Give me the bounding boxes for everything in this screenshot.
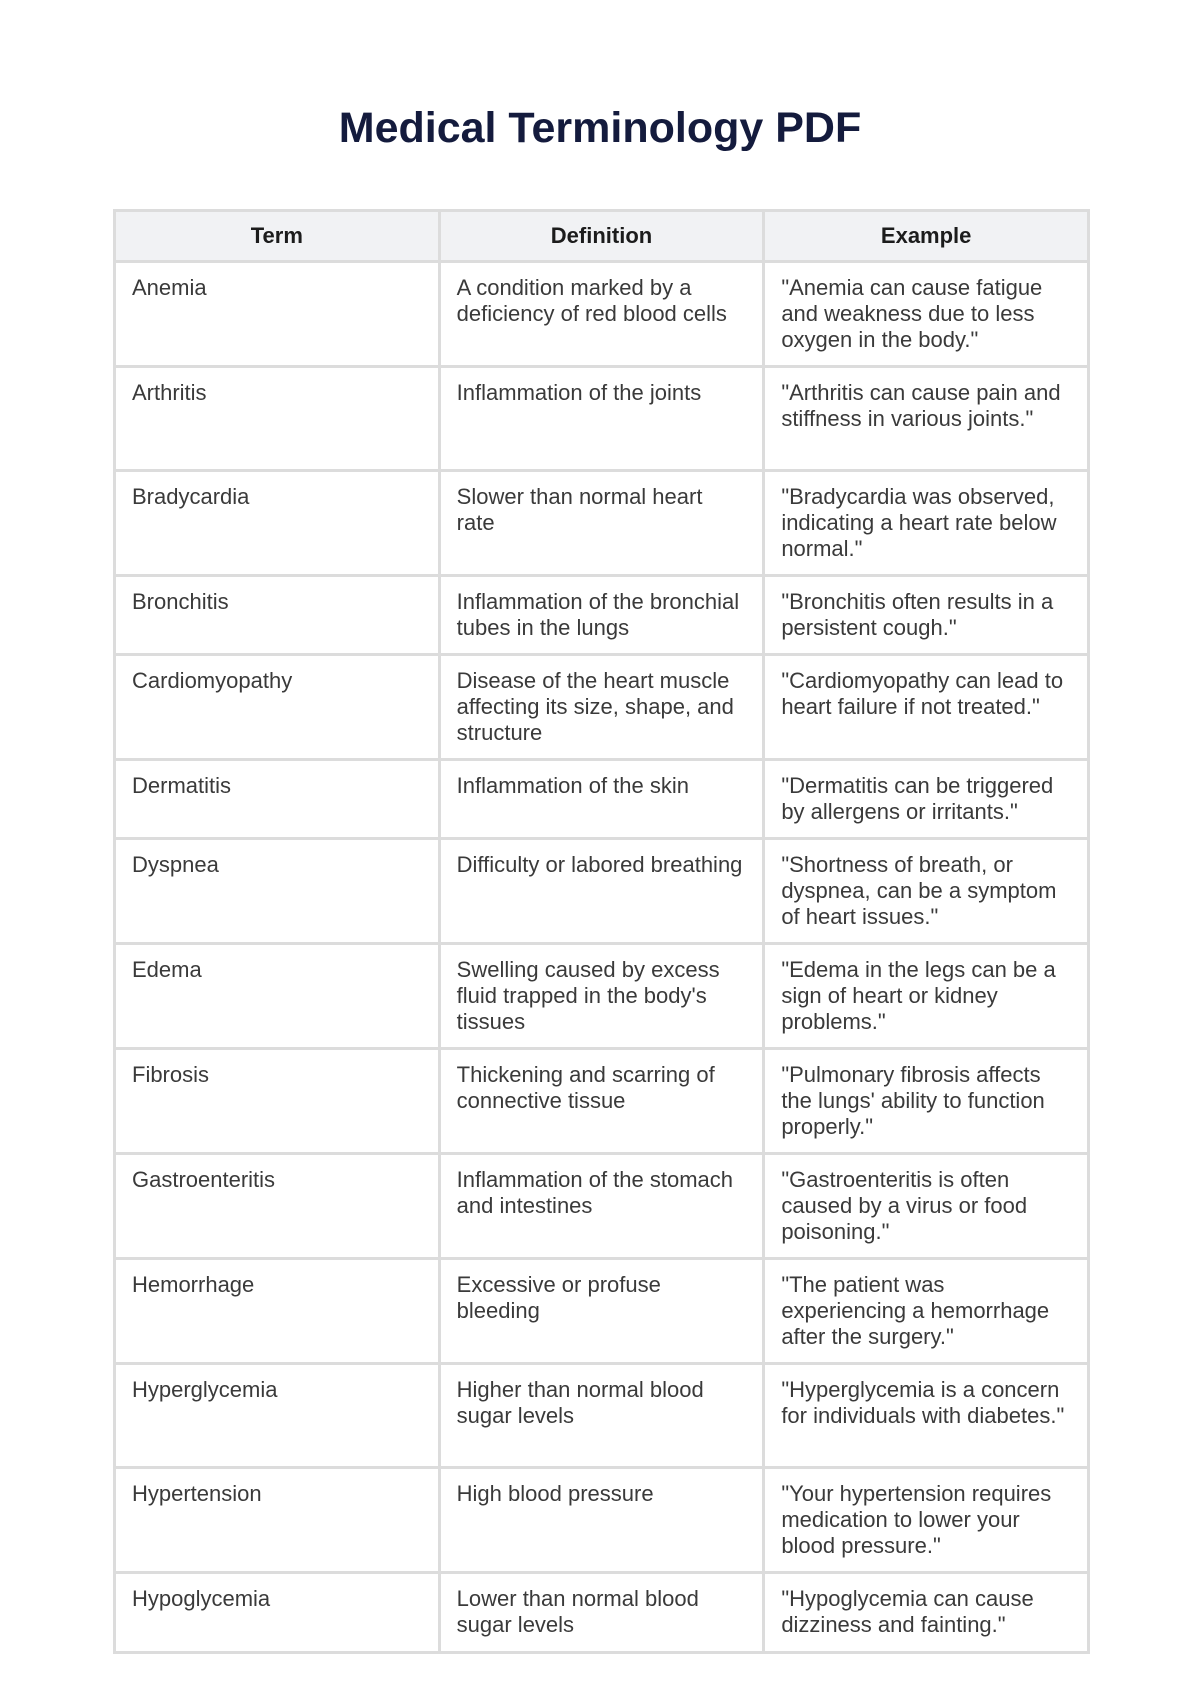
term-cell: Anemia (115, 262, 440, 367)
definition-cell: Thickening and scarring of connective tissue (439, 1049, 764, 1154)
table-row (115, 1468, 1089, 1573)
table-row (115, 944, 1089, 1049)
term-cell: Hyperglycemia (115, 1364, 440, 1468)
term-cell: Gastroenteritis (115, 1154, 440, 1259)
terminology-table (113, 209, 1090, 1654)
definition-cell: Difficulty or labored breathing (439, 839, 764, 944)
column-header-example: Example (764, 211, 1089, 262)
definition-cell: Inflammation of the bronchial tubes in the lungs (439, 576, 764, 655)
example-cell: "Bradycardia was observed, indicating a heart rate below normal." (764, 471, 1089, 576)
table-row (115, 655, 1089, 760)
example-cell: "Your hypertension requires medication to lower your blood pressure." (764, 1468, 1089, 1573)
definition-cell: Slower than normal heart rate (439, 471, 764, 576)
example-cell: "Gastroenteritis is often caused by a virus or food poisoning." (764, 1154, 1089, 1259)
example-cell: "Arthritis can cause pain and stiffness in various joints." (764, 367, 1089, 471)
definition-cell: Excessive or profuse bleeding (439, 1259, 764, 1364)
term-cell: Hypertension (115, 1468, 440, 1573)
term-cell: Bradycardia (115, 471, 440, 576)
example-cell: "Shortness of breath, or dyspnea, can be a symptom of heart issues." (764, 839, 1089, 944)
term-cell: Fibrosis (115, 1049, 440, 1154)
definition-cell: High blood pressure (439, 1468, 764, 1573)
table-row (115, 1259, 1089, 1364)
example-cell: "Hypoglycemia can cause dizziness and fainting." (764, 1573, 1089, 1653)
example-cell: "Edema in the legs can be a sign of heart or kidney problems." (764, 944, 1089, 1049)
example-cell: "Pulmonary fibrosis affects the lungs' ability to function properly." (764, 1049, 1089, 1154)
term-cell: Edema (115, 944, 440, 1049)
example-cell: "Bronchitis often results in a persistent cough." (764, 576, 1089, 655)
example-cell: "The patient was experiencing a hemorrhage after the surgery." (764, 1259, 1089, 1364)
definition-cell: Inflammation of the joints (439, 367, 764, 471)
table-row (115, 1049, 1089, 1154)
term-cell: Dermatitis (115, 760, 440, 839)
table-row (115, 262, 1089, 367)
table-row (115, 1573, 1089, 1653)
page-title: Medical Terminology PDF (338, 104, 862, 152)
example-cell: "Anemia can cause fatigue and weakness due to less oxygen in the body." (764, 262, 1089, 367)
column-header-term: Term (115, 211, 440, 262)
term-cell: Arthritis (115, 367, 440, 471)
term-cell: Hemorrhage (115, 1259, 440, 1364)
term-cell: Cardiomyopathy (115, 655, 440, 760)
term-cell: Hypoglycemia (115, 1573, 440, 1653)
table-row (115, 367, 1089, 471)
definition-cell: Disease of the heart muscle affecting its size, shape, and structure (439, 655, 764, 760)
table-row (115, 839, 1089, 944)
term-cell: Bronchitis (115, 576, 440, 655)
definition-cell: Lower than normal blood sugar levels (439, 1573, 764, 1653)
example-cell: "Dermatitis can be triggered by allergens or irritants." (764, 760, 1089, 839)
table-header-row (115, 211, 1089, 262)
definition-cell: Higher than normal blood sugar levels (439, 1364, 764, 1468)
column-header-definition: Definition (439, 211, 764, 262)
table-row (115, 1364, 1089, 1468)
table-row (115, 760, 1089, 839)
term-cell: Dyspnea (115, 839, 440, 944)
definition-cell: A condition marked by a deficiency of red blood cells (439, 262, 764, 367)
example-cell: "Cardiomyopathy can lead to heart failure if not treated." (764, 655, 1089, 760)
table-row (115, 1154, 1089, 1259)
table-row (115, 471, 1089, 576)
table-row (115, 576, 1089, 655)
definition-cell: Inflammation of the stomach and intestines (439, 1154, 764, 1259)
example-cell: "Hyperglycemia is a concern for individuals with diabetes." (764, 1364, 1089, 1468)
definition-cell: Swelling caused by excess fluid trapped in the body's tissues (439, 944, 764, 1049)
definition-cell: Inflammation of the skin (439, 760, 764, 839)
